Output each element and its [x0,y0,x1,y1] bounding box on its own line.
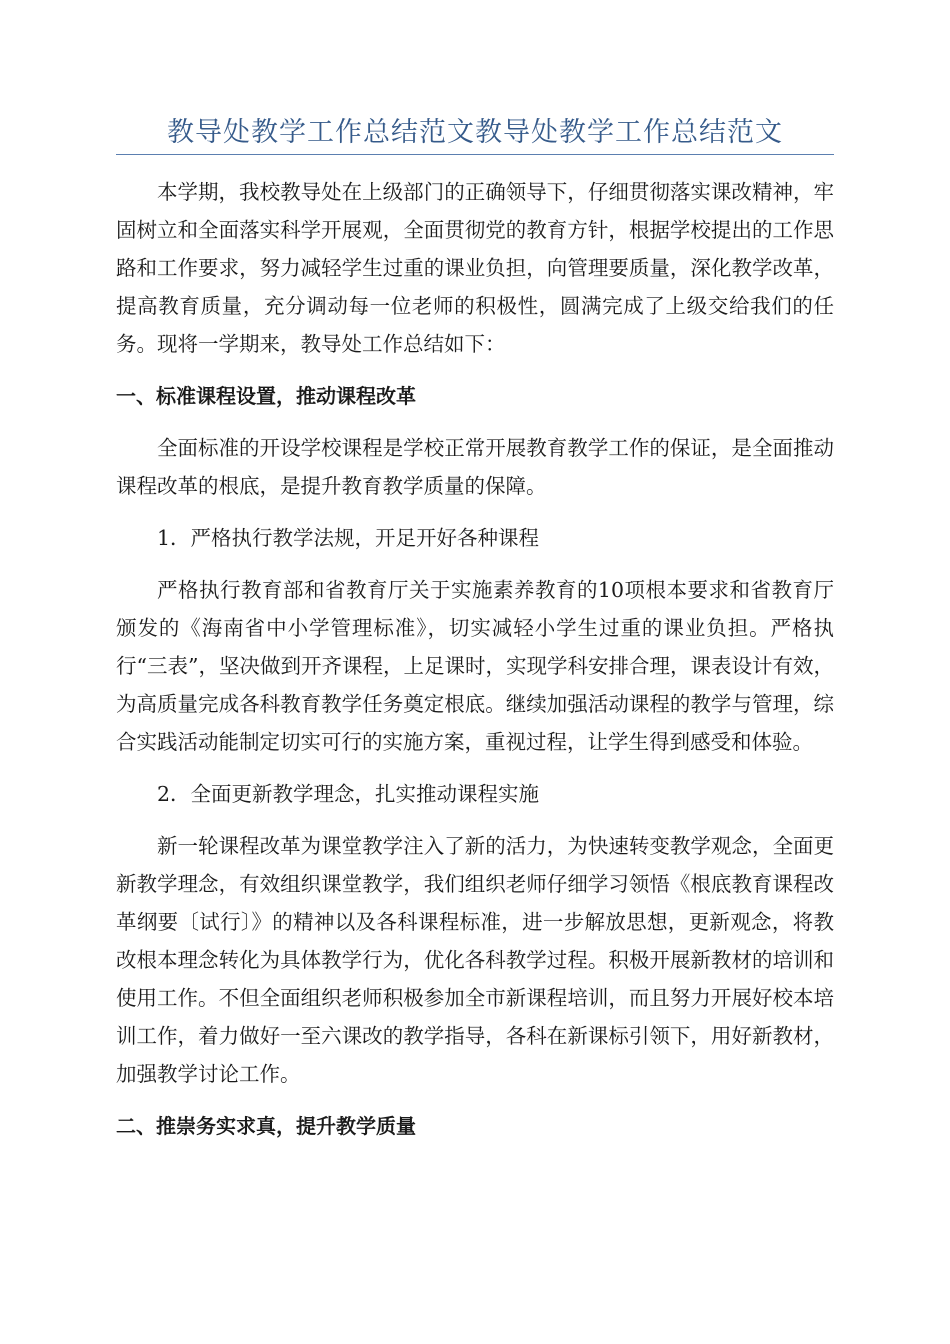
section-1-heading: 一、标准课程设置，推动课程改革 [116,384,416,408]
section-1-paragraph: 全面标准的开设学校课程是学校正常开展教育教学工作的保证，是全面推动课程改革的根底，是提升教育教学质量的保障。 [116,436,834,498]
title-underline [116,154,834,155]
section-1-item-1-paragraph: 严格执行教育部和省教育厅关于实施素养教育的10项根本要求和省教育厅颁发的《海南省中小学管理标准》，切实减轻小学生过重的课业负担。严格执行“三表”，坚决做到开齐课程，上足课时，实现学科安排合理，课表设计有效，为高质量完成各科教育教学任务奠定根底。继续加强活动课程的教学与管理，综合实践活动能制定切实可行的实施方案，重视过程，让学生得到感受和体验。 [116,578,834,754]
intro-paragraph: 本学期，我校教导处在上级部门的正确领导下，仔细贯彻落实课改精神，牢固树立和全面落实科学开展观，全面贯彻党的教育方针，根据学校提出的工作思路和工作要求，努力减轻学生过重的课业负担，向管理要质量，深化教学改革，提高教育质量，充分调动每一位老师的积极性，圆满完成了上级交给我们的任务。现将一学期来，教导处工作总结如下： [116,180,834,356]
section-1-item-1-title: 1．严格执行教学法规，开足开好各种课程 [157,526,540,550]
document-page [116,112,834,1159]
section-1-item-2-title: 2．全面更新教学理念，扎实推动课程实施 [157,782,540,806]
document-title: 教导处教学工作总结范文教导处教学工作总结范文 [167,117,783,148]
section-1-item-2-paragraph: 新一轮课程改革为课堂教学注入了新的活力，为快速转变教学观念，全面更新教学理念，有效组织课堂教学，我们组织老师仔细学习领悟《根底教育课程改革纲要〔试行〕》的精神以及各科课程标准，进一步解放思想，更新观念，将教改根本理念转化为具体教学行为，优化各科教学过程。积极开展新教材的培训和使用工作。不但全面组织老师积极参加全市新课程培训，而且努力开展好校本培训工作，着力做好一至六课改的教学指导，各科在新课标引领下，用好新教材，加强教学讨论工作。 [116,834,834,1086]
section-2-heading: 二、推崇务实求真，提升教学质量 [116,1114,416,1138]
